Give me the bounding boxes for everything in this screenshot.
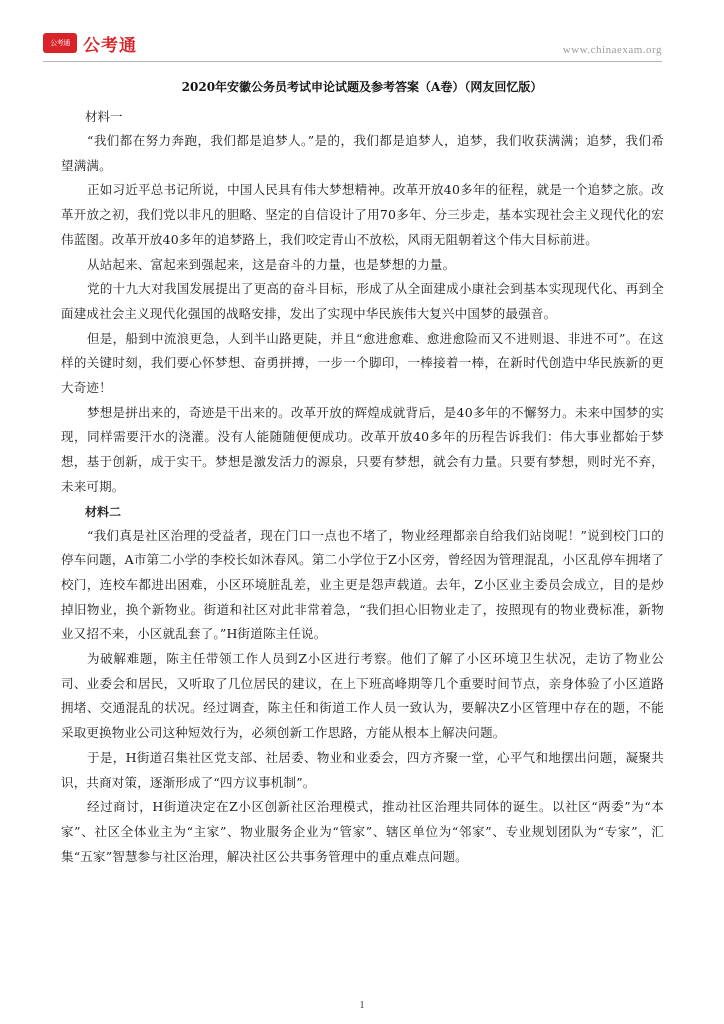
material-one-paragraph: 梦想是拼出来的，奇迹是干出来的。改革开放的辉煌成就背后，是40多年的不懈努力。未来中国梦的实现，同样需要汗水的浇灌。没有人能随随便便成功。改革开放40多年的历程告诉我们：伟大事业都始于梦想，基于创新，成于实干。梦想是激发活力的源泉，只要有梦想，就会有力量。只要有梦想，则时光不弃，未来可期。 [61, 404, 664, 494]
material-two-paragraph: 为破解难题，陈主任带领工作人员到Z小区进行考察。他们了解了小区环境卫生状况，走访了物业公司、业委会和居民，又听取了几位居民的建议，在上下班高峰期等几个重要时间节点，亲身体验了小区道路拥堵、交通混乱的状况。经过调查，陈主任和街道工作人员一致认为，要解决Z小区管理中存在的题，不能采取更换物业公司这种短效行为，必须创新工作思路，方能从根本上解决问题。 [61, 651, 664, 741]
material-two-label: 材料二 [85, 504, 122, 519]
header-divider [43, 61, 662, 62]
page-header [0, 0, 724, 64]
material-one-paragraph: 但是，船到中流浪更急，人到半山路更陡，并且“愈进愈难、愈进愈险而又不进则退、非进不可”。在这样的关键时刻，我们要心怀梦想、奋勇拼搏，一步一个脚印，一棒接着一棒，在新时代创造中华民族新的更大奇迹！ [61, 330, 664, 396]
document-title: 2020年安徽公务员考试申论试题及参考答案（A卷）（网友回忆版） [181, 80, 543, 94]
material-one-label: 材料一 [85, 109, 123, 124]
material-two-paragraph: 经过商讨，H街道决定在Z小区创新社区治理模式，推动社区治理共同体的诞生。以社区“两委”为“本家”、社区全体业主为“主家”、物业服务企业为“管家”、辖区单位为“邻家”、专业规划团队为“专家”，汇集“五家”智慧参与社区治理，解决社区公共事务管理中的重点难点问题。 [61, 799, 664, 864]
material-one-paragraph: 党的十九大对我国发展提出了更高的奋斗目标，形成了从全面建成小康社会到基本实现现代化、再到全面建成社会主义现代化强国的战略安排，发出了实现中华民族伟大复兴中国梦的最强音。 [61, 281, 664, 321]
logo-name: 公考通 [83, 35, 137, 56]
site-url-link[interactable]: www.chinaexam.org [562, 44, 662, 56]
material-one-paragraph: 正如习近平总书记所说，中国人民具有伟大梦想精神。改革开放40多年的征程，就是一个追梦之旅。改革开放之初，我们党以非凡的胆略、坚定的自信设计了用70多年、分三步走，基本实现社会主义现代化的宏伟蓝图。改革开放40多年的追梦路上，我们咬定青山不放松，风雨无阻朝着这个伟大目标前进。 [61, 182, 664, 247]
material-two-paragraph: “我们真是社区治理的受益者，现在门口一点也不堵了，物业经理都亲自给我们站岗呢！”说到校门口的停车问题，A市第二小学的李校长如沐春风。第二小学位于Z小区旁，曾经因为管理混乱，小区乱停车拥堵了校门，连校车都进出困难，小区环境脏乱差，业主更是怨声载道。去年，Z小区业主委员会成立，目的是炒掉旧物业，换个新物业。街道和社区对此非常着急，“我们担心旧物业走了，按照现有的物业费标准，新物业又招不来，小区就乱套了。”H街道陈主任说。 [61, 527, 664, 642]
material-one-paragraph: “我们都在努力奔跑，我们都是追梦人。”是的，我们都是追梦人，追梦，我们收获满满；追梦，我们希望满满。 [61, 133, 664, 173]
page-number: 1 [359, 1000, 365, 1011]
brand-logo[interactable] [43, 32, 137, 54]
material-two-paragraph: 于是，H街道召集社区党支部、社居委、物业和业委会，四方齐聚一堂，心平气和地摆出问题，凝聚共识，共商对策，逐渐形成了“四方议事机制”。 [61, 749, 664, 790]
logo-badge-icon: 公考通 [43, 33, 77, 53]
document-body [61, 105, 664, 869]
material-one-paragraph: 从站起来、富起来到强起来，这是奋斗的力量，也是梦想的力量。 [87, 256, 456, 272]
